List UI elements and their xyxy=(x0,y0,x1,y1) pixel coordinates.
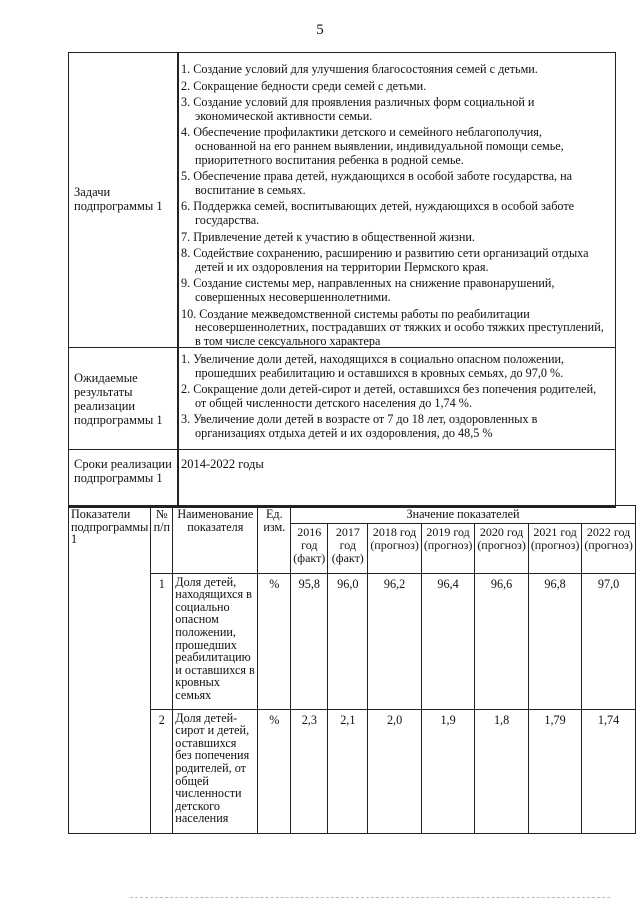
task-item: 10. Создание межведомственной системы работы по реабилитации несовершеннолетних, пострадавших от тяжких и особо тяжких преступлений, в том числе сексуального характера xyxy=(181,306,604,348)
tasks-list xyxy=(181,63,606,351)
page-number: 5 xyxy=(316,22,324,38)
table-row xyxy=(69,709,636,833)
indicator-name: Доля детей-сирот и детей, оставшихся без попечения родителей, от общей численности детского населения xyxy=(173,709,258,833)
table-row xyxy=(69,573,636,709)
indicator-value: 96,8 xyxy=(528,573,582,709)
indicator-value: 1,74 xyxy=(582,709,636,833)
passport-table xyxy=(68,52,616,508)
indicator-value: 2,1 xyxy=(328,709,368,833)
indicator-value: 2,0 xyxy=(368,709,422,833)
row-number: 2 xyxy=(151,709,173,833)
indicator-value: 1,79 xyxy=(528,709,582,833)
scan-edge-line xyxy=(130,897,610,898)
indicator-value: 97,0 xyxy=(582,573,636,709)
indicator-value: 96,6 xyxy=(475,573,529,709)
terms-label: Сроки реализации подпрограммы 1 xyxy=(74,457,172,485)
row-number: 1 xyxy=(151,573,173,709)
task-item: 4. Обеспечение профилактики детского и семейного неблагополучия, основанной на его раннем выявлении, индивидуальной помощи семье, приоритетного воспитания ребенка в родной семье. xyxy=(181,125,564,167)
indicator-value: 95,8 xyxy=(291,573,328,709)
section-divider xyxy=(69,449,615,450)
year-header: 2016 год (факт) xyxy=(291,523,328,573)
indicator-value: 1,9 xyxy=(421,709,475,833)
task-item: 8. Содействие сохранению, расширению и развитию сети организаций отдыха детей и их оздоровления на территории Пермского края. xyxy=(181,246,589,274)
indicator-name: Доля детей, находящихся в социально опасном положении, прошедших реабилитацию и оставшихся в кровных семьях xyxy=(173,573,258,709)
indicator-value: 96,0 xyxy=(328,573,368,709)
indicators-row-label: Показатели подпрограммы 1 xyxy=(69,506,151,834)
year-header: 2022 год (прогноз) xyxy=(582,523,636,573)
indicators-table xyxy=(68,505,636,834)
col-values-header: Значение показателей xyxy=(291,506,636,524)
expected-item: 3. Увеличение доли детей в возрасте от 7 до 18 лет, оздоровленных в организациях отдыха детей и их оздоровления, до 48,5 % xyxy=(181,412,538,440)
expected-list xyxy=(181,353,606,444)
year-header: 2021 год (прогноз) xyxy=(528,523,582,573)
expected-item: 1. Увеличение доли детей, находящихся в социально опасном положении, прошедших реабилитацию и оставшихся в кровных семьях, до 97,0 %. xyxy=(181,352,565,380)
section-divider xyxy=(69,347,615,348)
indicator-value: 1,8 xyxy=(475,709,529,833)
indicator-value: 96,2 xyxy=(368,573,422,709)
task-item: 7. Привлечение детей к участию в общественной жизни. xyxy=(181,229,475,244)
task-item: 5. Обеспечение права детей, нуждающихся в особой заботе государства, на воспитание в семьях. xyxy=(181,169,572,197)
task-item: 6. Поддержка семей, воспитывающих детей, нуждающихся в особой заботе государства. xyxy=(181,199,575,227)
task-item: 9. Создание системы мер, направленных на снижение правонарушений, совершенных несовершеннолетними. xyxy=(181,276,555,304)
col-num-header: № п/п xyxy=(151,506,173,574)
task-item: 3. Создание условий для проявления различных форм социальной и экономической активности семьи. xyxy=(181,95,535,123)
task-item: 2. Сокращение бедности среди семей с детьми. xyxy=(181,78,427,93)
year-header: 2018 год (прогноз) xyxy=(368,523,422,573)
indicator-value: 2,3 xyxy=(291,709,328,833)
year-header: 2017 год (факт) xyxy=(328,523,368,573)
task-item: 1. Создание условий для улучшения благосостояния семей с детьми. xyxy=(181,62,538,76)
col-name-header: Наименование показателя xyxy=(173,506,258,574)
tasks-label: Задачи подпрограммы 1 xyxy=(74,185,163,213)
expected-item: 2. Сокращение доли детей-сирот и детей, оставшихся без попечения родителей, от общей численности детского населения до 1,74 %. xyxy=(181,382,597,410)
indicator-value: 96,4 xyxy=(421,573,475,709)
expected-label: Ожидаемые результаты реализации подпрограммы 1 xyxy=(74,371,163,427)
col-unit-header: Ед. изм. xyxy=(258,506,291,574)
year-header: 2019 год (прогноз) xyxy=(421,523,475,573)
year-header: 2020 год (прогноз) xyxy=(475,523,529,573)
indicator-unit: % xyxy=(258,573,291,709)
indicator-unit: % xyxy=(258,709,291,833)
column-divider xyxy=(177,53,179,506)
terms-value: 2014-2022 годы xyxy=(181,457,264,471)
